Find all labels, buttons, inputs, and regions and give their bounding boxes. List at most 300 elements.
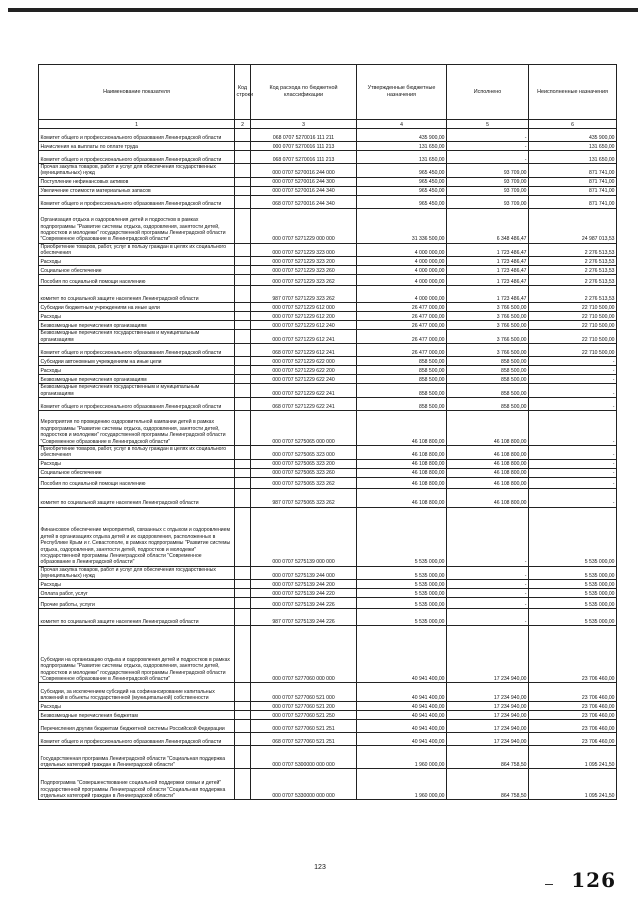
row-code: [235, 477, 251, 488]
row-classification: 000 0707 5271229 323 200: [251, 257, 357, 266]
row-code: [235, 683, 251, 702]
table-row: [39, 286, 617, 303]
row-code: [235, 186, 251, 195]
row-unexecuted: 22 710 500,00: [529, 303, 617, 312]
row-approved: 46 108 800,00: [357, 488, 447, 507]
row-name: Пособия по социальной помощи населению: [39, 275, 235, 286]
row-classification: 000 0707 5270016 244 300: [251, 177, 357, 186]
row-code: [235, 410, 251, 445]
row-unexecuted: 2 276 513,53: [529, 275, 617, 286]
row-executed: 93 709,00: [447, 195, 529, 208]
row-classification: 000 0707 5271229 323 260: [251, 266, 357, 275]
table-row: [39, 488, 617, 507]
row-executed: 17 234 940,00: [447, 683, 529, 702]
row-unexecuted: -: [529, 397, 617, 410]
row-executed: 858 500,00: [447, 357, 529, 366]
table-row: [39, 720, 617, 733]
table-row: [39, 746, 617, 769]
row-name: Безвозмездные перечисления организациям: [39, 375, 235, 384]
table-row: [39, 580, 617, 589]
row-classification: 000 0707 5277060 521 251: [251, 720, 357, 733]
row-approved: 4 000 000,00: [357, 286, 447, 303]
row-approved: 5 535 000,00: [357, 598, 447, 609]
table-row: [39, 321, 617, 330]
row-classification: 000 0707 5330000 000 000: [251, 769, 357, 800]
row-approved: 1 960 000,00: [357, 769, 447, 800]
row-approved: 131 650,00: [357, 151, 447, 164]
row-code: [235, 164, 251, 178]
header-row: [39, 65, 617, 120]
table-row: [39, 164, 617, 178]
row-code: [235, 384, 251, 398]
col-number: 6: [529, 120, 617, 129]
row-executed: 46 108 800,00: [447, 410, 529, 445]
row-approved: 965 450,00: [357, 186, 447, 195]
row-name: Субсидии бюджетным учреждениям на иные цели: [39, 303, 235, 312]
row-executed: -: [447, 142, 529, 151]
row-classification: 068 0707 5270016 111 211: [251, 129, 357, 142]
row-executed: 1 723 486,47: [447, 257, 529, 266]
row-unexecuted: 1 095 241,50: [529, 769, 617, 800]
table-row: [39, 375, 617, 384]
row-name: Мероприятия по проведению оздоровительной кампании детей в рамках подпрограммы "Развитие системы отдыха, оздоровления, занятости детей, подростков и молодежи" государственной программы Ленинградской области "Современное образование в Ленинградской области": [39, 410, 235, 445]
row-executed: -: [447, 609, 529, 626]
row-name: Комитет общего и профессионального образования Ленинградской области: [39, 397, 235, 410]
row-approved: 40 941 400,00: [357, 626, 447, 683]
row-classification: 000 0707 5275065 323 000: [251, 445, 357, 459]
budget-table: [38, 64, 617, 800]
row-approved: 46 108 800,00: [357, 410, 447, 445]
column-number-row: [39, 120, 617, 129]
row-executed: 3 766 500,00: [447, 303, 529, 312]
row-code: [235, 357, 251, 366]
row-name: Безвозмездные перечисления организациям: [39, 321, 235, 330]
row-unexecuted: 871 741,00: [529, 186, 617, 195]
row-executed: -: [447, 507, 529, 566]
row-executed: 46 108 800,00: [447, 459, 529, 468]
row-classification: 000 0707 5270016 244 000: [251, 164, 357, 178]
row-code: [235, 598, 251, 609]
row-name: Прочая закупка товаров, работ и услуг для обеспечения государственных (муниципальных) нужд: [39, 164, 235, 178]
row-approved: 435 900,00: [357, 129, 447, 142]
row-approved: 26 477 000,00: [357, 330, 447, 344]
row-name: Увеличение стоимости материальных запасов: [39, 186, 235, 195]
row-name: Оплата работ, услуг: [39, 589, 235, 598]
row-unexecuted: 2 276 513,53: [529, 243, 617, 257]
row-name: Социальное обеспечение: [39, 468, 235, 477]
row-code: [235, 459, 251, 468]
table-row: [39, 459, 617, 468]
row-approved: 4 000 000,00: [357, 243, 447, 257]
row-classification: 000 0707 5275139 244 000: [251, 566, 357, 580]
row-classification: 000 0707 5271229 622 241: [251, 384, 357, 398]
row-unexecuted: 5 535 000,00: [529, 507, 617, 566]
row-classification: 000 0707 5275139 244 220: [251, 589, 357, 598]
row-unexecuted: -: [529, 477, 617, 488]
row-unexecuted: 23 706 460,00: [529, 711, 617, 720]
table-row: [39, 142, 617, 151]
row-approved: 46 108 800,00: [357, 445, 447, 459]
header-name: Наименование показателя: [39, 65, 235, 120]
row-code: [235, 177, 251, 186]
row-executed: 3 766 500,00: [447, 330, 529, 344]
table-row: [39, 357, 617, 366]
row-name: Комитет общего и профессионального образования Ленинградской области: [39, 151, 235, 164]
row-name: Начисления на выплаты по оплате труда: [39, 142, 235, 151]
row-name: комитет по социальной защите населения Ленинградской области: [39, 286, 235, 303]
row-name: Субсидии, за исключением субсидий на софинансирование капитальных вложений в объекты государственной (муниципальной) собственности: [39, 683, 235, 702]
table-body: [39, 129, 617, 800]
row-name: Перечисления другим бюджетам бюджетной системы Российской Федерации: [39, 720, 235, 733]
row-unexecuted: -: [529, 366, 617, 375]
row-unexecuted: 5 535 000,00: [529, 580, 617, 589]
row-executed: 1 723 486,47: [447, 266, 529, 275]
col-number: 3: [251, 120, 357, 129]
row-code: [235, 397, 251, 410]
table-row: [39, 477, 617, 488]
row-approved: 858 500,00: [357, 397, 447, 410]
row-code: [235, 243, 251, 257]
row-name: Поступление нефинансовых активов: [39, 177, 235, 186]
row-approved: 965 450,00: [357, 177, 447, 186]
row-classification: 987 0707 5275065 323 262: [251, 488, 357, 507]
table-row: [39, 410, 617, 445]
row-unexecuted: 22 710 500,00: [529, 312, 617, 321]
table-row: [39, 195, 617, 208]
row-code: [235, 375, 251, 384]
row-executed: 93 709,00: [447, 164, 529, 178]
row-name: Расходы: [39, 366, 235, 375]
row-unexecuted: 23 706 460,00: [529, 683, 617, 702]
row-executed: 858 500,00: [447, 366, 529, 375]
row-classification: 987 0707 5275139 244 226: [251, 609, 357, 626]
row-name: комитет по социальной защите населения Ленинградской области: [39, 488, 235, 507]
row-unexecuted: -: [529, 468, 617, 477]
table-row: [39, 366, 617, 375]
row-code: [235, 609, 251, 626]
row-name: Расходы: [39, 312, 235, 321]
row-approved: 40 941 400,00: [357, 733, 447, 746]
row-unexecuted: 23 706 460,00: [529, 626, 617, 683]
row-executed: 864 758,50: [447, 746, 529, 769]
row-executed: 93 709,00: [447, 177, 529, 186]
row-unexecuted: 131 650,00: [529, 151, 617, 164]
table-row: [39, 151, 617, 164]
row-approved: 5 535 000,00: [357, 580, 447, 589]
row-code: [235, 580, 251, 589]
row-name: Комитет общего и профессионального образования Ленинградской области: [39, 129, 235, 142]
row-unexecuted: -: [529, 488, 617, 507]
row-executed: 46 108 800,00: [447, 477, 529, 488]
row-approved: 858 500,00: [357, 375, 447, 384]
row-unexecuted: 22 710 500,00: [529, 321, 617, 330]
row-classification: 000 0707 5271229 612 241: [251, 330, 357, 344]
row-executed: 1 723 486,47: [447, 275, 529, 286]
row-code: [235, 769, 251, 800]
row-name: Безвозмездные перечисления государственным и муниципальным организациям: [39, 384, 235, 398]
row-classification: 000 0707 5271229 323 262: [251, 275, 357, 286]
header-approved: Утвержденные бюджетные назначения: [357, 65, 447, 120]
row-executed: 17 234 940,00: [447, 720, 529, 733]
header-code: Код строки: [235, 65, 251, 120]
row-unexecuted: 871 741,00: [529, 164, 617, 178]
row-approved: 40 941 400,00: [357, 683, 447, 702]
table-row: [39, 626, 617, 683]
row-approved: 46 108 800,00: [357, 468, 447, 477]
footer-dash: [545, 884, 553, 885]
row-executed: 17 234 940,00: [447, 711, 529, 720]
row-name: Комитет общего и профессионального образования Ленинградской области: [39, 195, 235, 208]
table-row: [39, 397, 617, 410]
row-approved: 5 535 000,00: [357, 609, 447, 626]
row-name: Социальное обеспечение: [39, 266, 235, 275]
row-name: Финансовое обеспечение мероприятий, связанных с отдыхом и оздоровлением детей в организациях отдыха детей и их оздоровления, расположенных в Республике Крым и г. Севастополе, в рамках подпрограммы "Развитие системы отдыха, оздоровления, занятости детей, подростков и молодежи" государственной программы Ленинградской области "Современное образование в Ленинградской области": [39, 507, 235, 566]
table-row: [39, 208, 617, 243]
row-code: [235, 275, 251, 286]
row-name: Прочая закупка товаров, работ и услуг для обеспечения государственных (муниципальных) нужд: [39, 566, 235, 580]
row-classification: 000 0707 5277060 521 250: [251, 711, 357, 720]
handwritten-page-stamp: 126: [571, 868, 616, 892]
row-unexecuted: -: [529, 410, 617, 445]
row-approved: 1 960 000,00: [357, 746, 447, 769]
row-classification: 000 0707 5277060 521 200: [251, 702, 357, 711]
row-name: Комитет общего и профессионального образования Ленинградской области: [39, 733, 235, 746]
row-code: [235, 344, 251, 357]
table-row: [39, 589, 617, 598]
row-approved: 131 650,00: [357, 142, 447, 151]
row-executed: -: [447, 151, 529, 164]
table-row: [39, 177, 617, 186]
row-name: Подпрограмма "Совершенствование социальной поддержки семьи и детей" государственной программы Ленинградской области "Социальная поддержка отдельных категорий граждан в Ленинградской области": [39, 769, 235, 800]
table-row: [39, 344, 617, 357]
page-number: 123: [314, 864, 326, 871]
row-unexecuted: 22 710 500,00: [529, 330, 617, 344]
row-unexecuted: 5 535 000,00: [529, 609, 617, 626]
table-row: [39, 330, 617, 344]
table-row: [39, 186, 617, 195]
row-unexecuted: 22 710 500,00: [529, 344, 617, 357]
row-approved: 40 941 400,00: [357, 702, 447, 711]
row-code: [235, 720, 251, 733]
row-code: [235, 330, 251, 344]
table-row: [39, 609, 617, 626]
row-classification: 000 0707 5275065 323 260: [251, 468, 357, 477]
row-unexecuted: 2 276 513,53: [529, 257, 617, 266]
row-code: [235, 321, 251, 330]
row-name: Расходы: [39, 459, 235, 468]
row-name: Субсидии автономным учреждениям на иные цели: [39, 357, 235, 366]
row-approved: 40 941 400,00: [357, 711, 447, 720]
row-code: [235, 208, 251, 243]
table-row: [39, 275, 617, 286]
row-code: [235, 733, 251, 746]
row-code: [235, 445, 251, 459]
table-row: [39, 507, 617, 566]
row-executed: 93 709,00: [447, 186, 529, 195]
row-approved: 965 450,00: [357, 195, 447, 208]
table-row: [39, 468, 617, 477]
row-code: [235, 746, 251, 769]
table-row: [39, 303, 617, 312]
col-number: 4: [357, 120, 447, 129]
row-classification: 068 0707 5270016 244 340: [251, 195, 357, 208]
row-code: [235, 303, 251, 312]
row-executed: 1 723 486,47: [447, 286, 529, 303]
row-approved: 26 477 000,00: [357, 303, 447, 312]
row-executed: 46 108 800,00: [447, 468, 529, 477]
row-executed: 864 758,50: [447, 769, 529, 800]
row-approved: 4 000 000,00: [357, 275, 447, 286]
table-row: [39, 257, 617, 266]
table-row: [39, 566, 617, 580]
row-unexecuted: -: [529, 459, 617, 468]
row-unexecuted: -: [529, 384, 617, 398]
row-executed: -: [447, 566, 529, 580]
col-number: 2: [235, 120, 251, 129]
row-name: Приобретение товаров, работ, услуг в пользу граждан в целях их социального обеспечения: [39, 445, 235, 459]
row-classification: 068 0707 5277060 521 251: [251, 733, 357, 746]
row-code: [235, 257, 251, 266]
row-name: Безвозмездные перечисления государственным и муниципальным организациям: [39, 330, 235, 344]
row-approved: 26 477 000,00: [357, 312, 447, 321]
row-code: [235, 195, 251, 208]
table-row: [39, 384, 617, 398]
row-unexecuted: 24 987 013,53: [529, 208, 617, 243]
row-name: Расходы: [39, 257, 235, 266]
table-row: [39, 683, 617, 702]
row-executed: -: [447, 129, 529, 142]
row-name: Организация отдыха и оздоровления детей и подростков в рамках подпрограммы "Развитие системы отдыха, оздоровления, занятости детей, подростков и молодежи" государственной программы Ленинградской области "Современное образование в Ленинградской области": [39, 208, 235, 243]
row-approved: 5 535 000,00: [357, 589, 447, 598]
row-classification: 000 0707 5275065 323 200: [251, 459, 357, 468]
row-classification: 000 0707 5270016 244 340: [251, 186, 357, 195]
row-approved: 858 500,00: [357, 366, 447, 375]
row-unexecuted: 871 741,00: [529, 195, 617, 208]
row-unexecuted: 23 706 460,00: [529, 702, 617, 711]
row-classification: 068 0707 5271229 612 241: [251, 344, 357, 357]
row-classification: 000 0707 5275065 000 000: [251, 410, 357, 445]
table-row: [39, 243, 617, 257]
header-classification: Код расхода по бюджетной классификации: [251, 65, 357, 120]
row-executed: -: [447, 598, 529, 609]
table-row: [39, 266, 617, 275]
row-executed: -: [447, 580, 529, 589]
row-unexecuted: 5 535 000,00: [529, 598, 617, 609]
row-approved: 858 500,00: [357, 357, 447, 366]
row-unexecuted: 2 276 513,53: [529, 286, 617, 303]
row-classification: 000 0707 5271229 622 000: [251, 357, 357, 366]
row-approved: 46 108 800,00: [357, 459, 447, 468]
row-code: [235, 151, 251, 164]
row-code: [235, 589, 251, 598]
row-name: Расходы: [39, 702, 235, 711]
row-executed: 3 766 500,00: [447, 312, 529, 321]
row-executed: 3 766 500,00: [447, 344, 529, 357]
row-classification: 000 0707 5275139 000 000: [251, 507, 357, 566]
row-classification: 000 0707 5270016 111 213: [251, 142, 357, 151]
row-classification: 000 0707 5277060 000 000: [251, 626, 357, 683]
row-code: [235, 626, 251, 683]
row-code: [235, 468, 251, 477]
header-executed: Исполнено: [447, 65, 529, 120]
table-row: [39, 598, 617, 609]
row-approved: 46 108 800,00: [357, 477, 447, 488]
row-executed: 3 766 500,00: [447, 321, 529, 330]
row-executed: 858 500,00: [447, 384, 529, 398]
row-classification: 000 0707 5271229 612 000: [251, 303, 357, 312]
row-classification: 987 0707 5271229 323 262: [251, 286, 357, 303]
row-unexecuted: 2 276 513,53: [529, 266, 617, 275]
table-row: [39, 312, 617, 321]
row-approved: 31 336 500,00: [357, 208, 447, 243]
col-number: 1: [39, 120, 235, 129]
row-approved: 4 000 000,00: [357, 266, 447, 275]
row-classification: 000 0707 5271229 323 000: [251, 243, 357, 257]
row-code: [235, 711, 251, 720]
row-code: [235, 266, 251, 275]
row-executed: 46 108 800,00: [447, 445, 529, 459]
row-unexecuted: 1 095 241,50: [529, 746, 617, 769]
row-name: Субсидии на организацию отдыха и оздоровления детей и подростков в рамках подпрограммы "Развитие системы отдыха, оздоровления, занятости детей, подростков и молодежи" государственной программы Ленинградской области "Современное образование в Ленинградской области": [39, 626, 235, 683]
row-classification: 000 0707 5271229 000 000: [251, 208, 357, 243]
row-code: [235, 702, 251, 711]
table-row: [39, 711, 617, 720]
header-unexecuted: Неисполненные назначения: [529, 65, 617, 120]
row-executed: 858 500,00: [447, 375, 529, 384]
row-name: Расходы: [39, 580, 235, 589]
row-unexecuted: 23 706 460,00: [529, 733, 617, 746]
row-unexecuted: 5 535 000,00: [529, 566, 617, 580]
row-executed: 6 348 486,47: [447, 208, 529, 243]
row-name: Комитет общего и профессионального образования Ленинградской области: [39, 344, 235, 357]
row-name: Безвозмездные перечисления бюджетам: [39, 711, 235, 720]
row-name: Прочие работы, услуги: [39, 598, 235, 609]
row-name: комитет по социальной защите населения Ленинградской области: [39, 609, 235, 626]
row-classification: 000 0707 5277060 521 000: [251, 683, 357, 702]
row-code: [235, 312, 251, 321]
row-unexecuted: 23 706 460,00: [529, 720, 617, 733]
row-approved: 26 477 000,00: [357, 321, 447, 330]
table-row: [39, 769, 617, 800]
row-executed: 17 234 940,00: [447, 733, 529, 746]
row-executed: 17 234 940,00: [447, 702, 529, 711]
row-code: [235, 488, 251, 507]
table-row: [39, 702, 617, 711]
row-unexecuted: -: [529, 357, 617, 366]
row-classification: 000 0707 5275139 244 200: [251, 580, 357, 589]
row-unexecuted: -: [529, 445, 617, 459]
row-code: [235, 566, 251, 580]
row-classification: 000 0707 5275065 323 262: [251, 477, 357, 488]
row-approved: 26 477 000,00: [357, 344, 447, 357]
row-name: Приобретение товаров, работ, услуг в пользу граждан в целях их социального обеспечения: [39, 243, 235, 257]
row-approved: 40 941 400,00: [357, 720, 447, 733]
table-row: [39, 129, 617, 142]
row-unexecuted: 131 650,00: [529, 142, 617, 151]
row-approved: 5 535 000,00: [357, 566, 447, 580]
row-unexecuted: -: [529, 375, 617, 384]
table-row: [39, 733, 617, 746]
row-approved: 5 535 000,00: [357, 507, 447, 566]
row-classification: 000 0707 5271229 612 240: [251, 321, 357, 330]
row-approved: 858 500,00: [357, 384, 447, 398]
row-classification: 000 0707 5271229 612 200: [251, 312, 357, 321]
row-executed: 46 108 800,00: [447, 488, 529, 507]
row-executed: 858 500,00: [447, 397, 529, 410]
row-executed: 17 234 940,00: [447, 626, 529, 683]
top-rule: [8, 8, 638, 12]
row-code: [235, 507, 251, 566]
